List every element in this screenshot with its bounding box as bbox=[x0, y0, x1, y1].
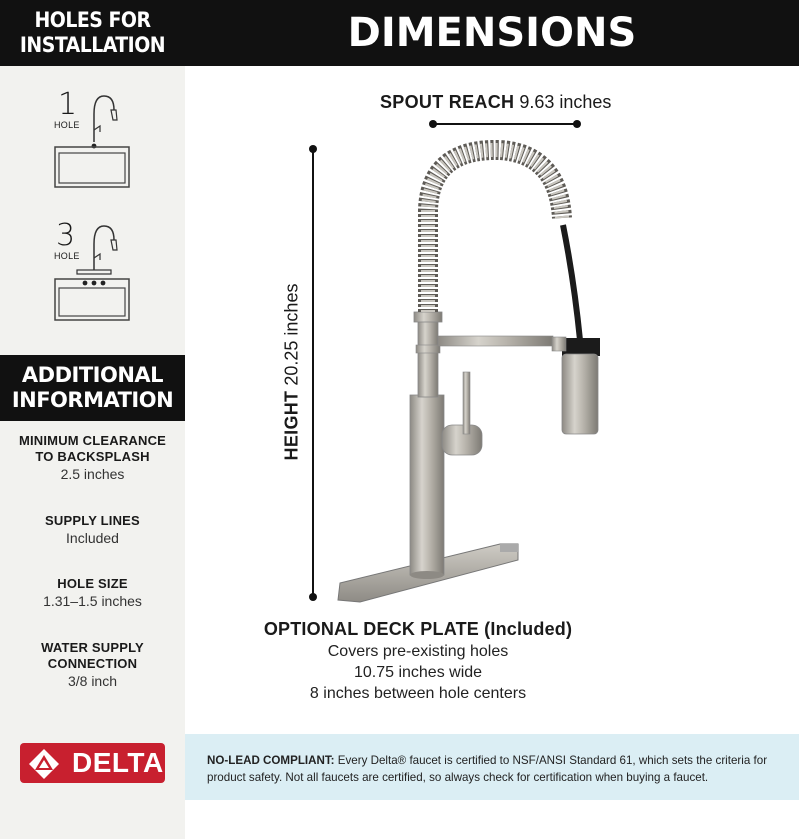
spout-reach-title: SPOUT REACH bbox=[380, 92, 515, 112]
info-label-line: WATER SUPPLY bbox=[41, 640, 144, 655]
faucet-product-image bbox=[330, 140, 620, 610]
info-label-line: SUPPLY LINES bbox=[45, 513, 140, 528]
info-minimum-clearance bbox=[0, 433, 185, 483]
height-label bbox=[282, 284, 303, 461]
info-water-supply-connection bbox=[0, 640, 185, 690]
info-label-line: TO BACKSPLASH bbox=[35, 449, 150, 464]
deck-plate-line: 8 inches between hole centers bbox=[309, 685, 527, 702]
info-label bbox=[0, 433, 185, 465]
info-supply-lines bbox=[0, 513, 185, 547]
height-title: HEIGHT bbox=[281, 390, 302, 461]
holes-for-installation-header bbox=[0, 0, 185, 66]
no-lead-compliance-banner bbox=[185, 734, 799, 800]
info-value: 3/8 inch bbox=[67, 673, 118, 689]
dimensions-header: DIMENSIONS bbox=[185, 0, 799, 66]
spout-reach-value: 9.63 inches bbox=[519, 92, 612, 112]
info-value: 2.5 inches bbox=[60, 466, 125, 482]
info-value: Included bbox=[66, 530, 119, 546]
info-label-line: HOLE SIZE bbox=[57, 576, 128, 591]
three-hole-label: HOLE bbox=[54, 251, 80, 261]
info-label bbox=[0, 576, 185, 592]
holes-header-line-2: INSTALLATION bbox=[19, 33, 166, 57]
info-label-line: MINIMUM CLEARANCE bbox=[18, 433, 167, 448]
info-hole-size bbox=[0, 576, 185, 610]
delta-wordmark: DELTA bbox=[72, 747, 164, 778]
deck-plate-title: OPTIONAL DECK PLATE (Included) bbox=[263, 619, 573, 639]
info-value: 1.31–1.5 inches bbox=[43, 593, 142, 609]
deck-plate-line: 10.75 inches wide bbox=[353, 664, 483, 681]
additional-header-line-1: ADDITIONAL bbox=[21, 363, 164, 387]
height-value: 20.25 inches bbox=[281, 283, 302, 386]
info-label-line: CONNECTION bbox=[47, 656, 138, 671]
info-label bbox=[0, 640, 185, 672]
three-hole-number: 3 bbox=[56, 218, 76, 253]
compliance-label: NO-LEAD COMPLIANT: bbox=[207, 754, 335, 767]
spout-reach-dimension-line bbox=[425, 117, 585, 131]
info-label bbox=[0, 513, 185, 529]
one-hole-number: 1 bbox=[58, 87, 78, 122]
holes-header-line-1: HOLES FOR bbox=[34, 8, 151, 32]
additional-information-header bbox=[0, 355, 185, 421]
compliance-text: Every Delta® faucet is certified to NSF/ANSI Standard 61, which sets the criteria for product safety. Not all faucets are certified, so always check for certification when buying a faucet. bbox=[207, 754, 768, 784]
one-hole-label: HOLE bbox=[54, 120, 80, 130]
additional-header-line-2: INFORMATION bbox=[11, 388, 174, 412]
deck-plate-info bbox=[250, 617, 586, 704]
delta-diamond-icon bbox=[28, 748, 60, 780]
three-hole-faucet-icon bbox=[50, 220, 140, 324]
one-hole-faucet-icon bbox=[50, 87, 140, 190]
delta-logo bbox=[20, 743, 165, 783]
deck-plate-line: Covers pre-existing holes bbox=[327, 643, 509, 660]
height-dimension-line bbox=[305, 142, 321, 604]
spout-reach-label bbox=[380, 92, 611, 113]
